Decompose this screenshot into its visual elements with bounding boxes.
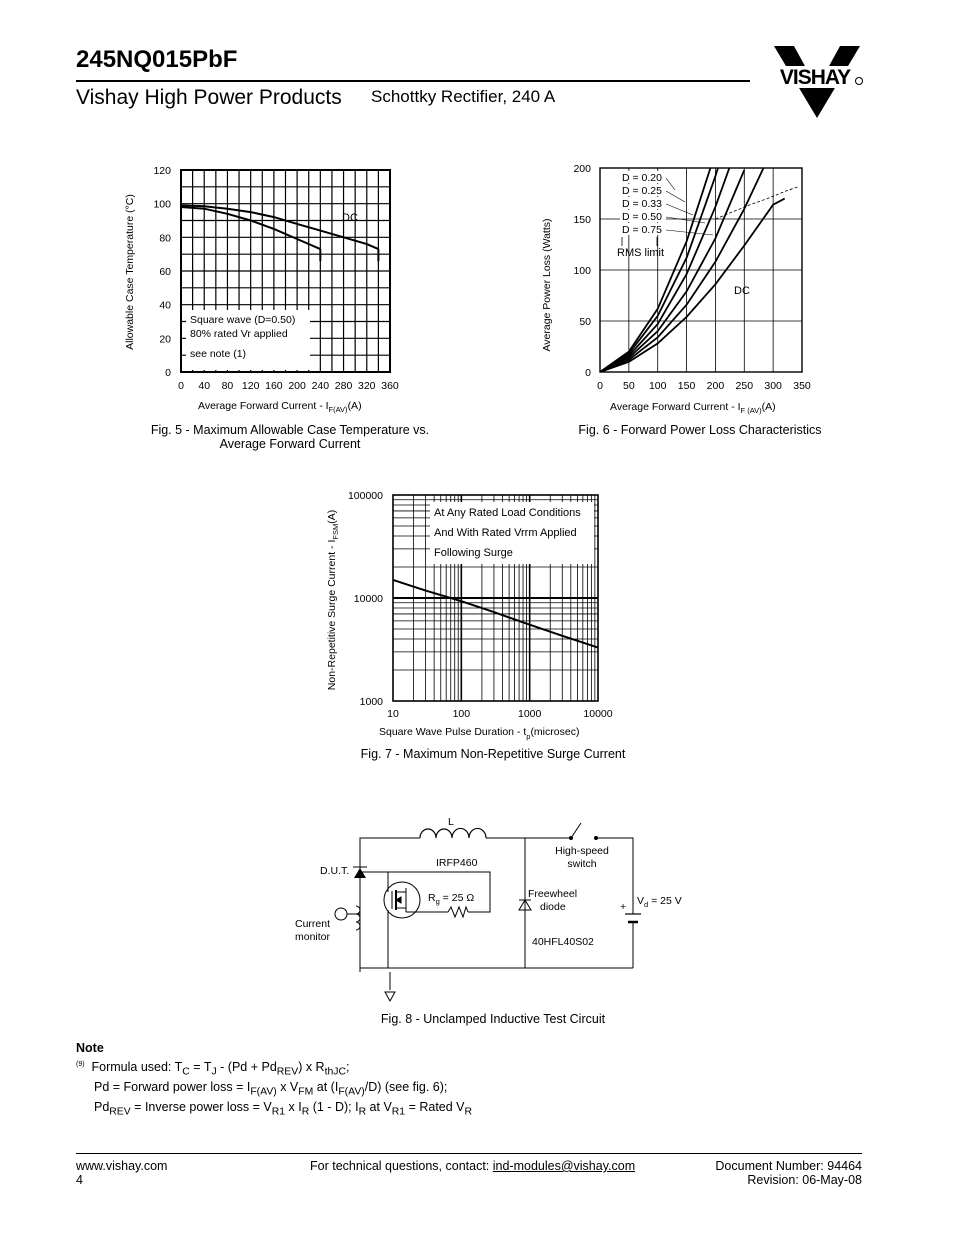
switch-label-1: High-speed: [555, 845, 609, 857]
fig6-duty-leader: [666, 204, 693, 215]
fig6-x-axis-label: Average Forward Current - $I_{F (AV)}(A)$: [610, 401, 776, 415]
fig7-y-axis-label: Non-Repetitive Surge Current - $I_{FSM}(A)$: [326, 509, 340, 691]
current-monitor-label-1: Current: [295, 918, 331, 930]
fig5-x-tick-label: 200: [288, 380, 306, 392]
switch-label-2: switch: [567, 858, 597, 870]
fig6-y-axis-label: Average Power Loss (Watts): [541, 218, 553, 352]
freewheel-label-1: Freewheel: [528, 888, 578, 900]
fig6-x-tick-label: 0: [597, 380, 603, 392]
fig5-x-tick-label: 280: [334, 380, 353, 392]
fig5-x-tick-label: 80: [221, 380, 234, 392]
header-rule: [76, 80, 750, 82]
fig6-series-rms-limit: [715, 186, 799, 219]
fig8-circuit: [290, 810, 710, 1010]
switch-icon: [570, 823, 598, 840]
diode-part-label: 40HFL40S02: [532, 936, 594, 948]
freewheel-label-2: diode: [540, 901, 566, 913]
fig7-x-tick-label: 10000: [583, 708, 613, 720]
fig6-x-ticks: [597, 380, 811, 392]
note-line-3: $Pd_{REV}$ = Inverse power loss = $V_{R1}$ x $I_R$ (1 - D); $I_R$ at $V_{R1}$ = Rated $V_R$: [94, 1099, 473, 1118]
fig5-caption: [120, 423, 460, 451]
fig6-y-tick-label: 100: [573, 265, 591, 277]
fig7-x-ticks: [387, 708, 613, 720]
fig5-x-tick-label: 320: [358, 380, 376, 392]
footer-left: [76, 1159, 167, 1187]
note-line-1: $^{(9)}$ Formula used: $T_C = T_J - (Pd + Pd_{REV})$ x $R_{thJC}$;: [76, 1059, 350, 1078]
fig5-x-tick-label: 40: [198, 380, 211, 392]
fig8-caption: Fig. 8 - Unclamped Inductive Test Circuit: [380, 1012, 606, 1026]
fig7-note-2: And With Rated Vrrm Applied: [434, 527, 577, 539]
fig6-y-tick-label: 0: [585, 367, 591, 379]
fig7-x-tick-label: 1000: [517, 708, 542, 720]
inductor-icon: [420, 828, 486, 838]
mosfet-icon: [384, 882, 420, 918]
fig5-x-tick-label: 360: [381, 380, 399, 392]
part-number: 245NQ015PbF: [76, 46, 238, 73]
fig6-x-tick-label: 300: [764, 380, 782, 392]
footer-revision: Revision: 06-May-08: [747, 1173, 862, 1187]
fig5-legend-3: see note (1): [190, 348, 247, 360]
fig6-duty-label: D = 0.25: [622, 185, 662, 197]
fig5-caption-line1: Fig. 5 - Maximum Allowable Case Temperature vs.: [150, 423, 430, 437]
fig6-chart: [535, 160, 835, 420]
fig6-duty-label: D = 0.50: [622, 211, 662, 223]
fig6-x-tick-label: 250: [735, 380, 754, 392]
battery-icon: [625, 914, 641, 922]
fig7-chart: [320, 482, 640, 744]
fig6-dc-label: DC: [734, 285, 750, 297]
fig5-legend-2: 80% rated Vr applied: [190, 328, 288, 340]
fig5-x-tick-label: 120: [241, 380, 260, 392]
fig6-y-tick-label: 50: [579, 316, 591, 328]
fig5-legend-1: Square wave (D=0.50): [190, 314, 296, 326]
rg-label: $R_g = 25$ Ω: [428, 892, 475, 906]
fig7-note-3: Following Surge: [434, 547, 513, 559]
fig7-note-1: At Any Rated Load Conditions: [434, 507, 581, 519]
fig5-y-ticks: [153, 165, 171, 379]
fig6-rms-label: RMS limit: [617, 247, 665, 259]
fig5-x-tick-label: 0: [178, 380, 184, 392]
fig5-label-dc: DC: [342, 212, 358, 224]
fig5-y-tick-label: 60: [159, 266, 171, 278]
footer-contact-email[interactable]: ind-modules@vishay.com: [492, 1159, 636, 1173]
fig5-y-tick-label: 80: [159, 232, 171, 245]
fig6-x-tick-label: 50: [623, 380, 635, 392]
fig7-y-tick-label: 1000: [359, 696, 383, 708]
resistor-icon: [448, 907, 468, 917]
fig5-y-axis-label: Allowable Case Temperature (°C): [124, 194, 136, 350]
vishay-logo: [768, 44, 866, 120]
fig6-duty-label: D = 0.20: [622, 172, 662, 184]
fig5-chart: [120, 160, 420, 420]
fig5-x-tick-label: 240: [311, 380, 330, 392]
fig5-y-tick-label: 0: [165, 367, 171, 379]
fig6-x-tick-label: 350: [793, 380, 811, 392]
footer-website[interactable]: www.vishay.com: [76, 1159, 168, 1173]
note-block: Note $^{(9)}$ Formula used: $T_C = T_J - (Pd + Pd_{REV})$ x $R_{thJC}$; Pd = Forward power loss = $I_{F(AV)}$ x $V_{FM}$ at $(I_{F(AV)}/D)$ (see fig. 6); $Pd_{REV}$ = Inverse power loss = $V_{R1}$ x $I_R$ (1 - D); $I_R$ at $V_{R1}$ = Rated $V_R$: [76, 1041, 472, 1120]
fig5-y-tick-label: 20: [159, 333, 171, 346]
fig7-x-tick-label: 10: [387, 708, 399, 720]
footer-doc-number: Document Number: 94464: [715, 1159, 862, 1173]
battery-plus-label: +: [620, 901, 627, 913]
svg-text:VISHAY: VISHAY: [779, 66, 851, 89]
footer-contact: [310, 1159, 635, 1173]
vd-label: $V_d = 25$ V: [637, 895, 682, 909]
note-line-2: Pd = Forward power loss = $I_{F(AV)}$ x $V_{FM}$ at $(I_{F(AV)}/D)$ (see fig. 6);: [94, 1079, 448, 1098]
fig6-x-tick-label: 100: [648, 380, 667, 392]
inductor-label: L: [448, 816, 454, 828]
company-name: Vishay High Power Products: [76, 86, 342, 109]
ground-icon: [385, 992, 395, 1001]
fig5-y-tick-label: 100: [153, 198, 171, 211]
fig6-caption: Fig. 6 - Forward Power Loss Characteristics: [578, 423, 822, 437]
fig6-duty-label: D = 0.33: [622, 198, 662, 210]
fig5-y-tick-label: 40: [159, 299, 171, 312]
mosfet-label: IRFP460: [436, 857, 478, 869]
fig7-y-tick-label: 100000: [347, 490, 383, 502]
dut-label: D.U.T.: [320, 865, 350, 877]
footer-contact-prefix: For technical questions, contact:: [310, 1159, 493, 1173]
current-monitor-label-2: monitor: [295, 931, 331, 943]
fig6-y-tick-label: 150: [573, 214, 591, 226]
fig5-x-axis-label: Average Forward Current - $I_{F(AV)}(A)$: [198, 400, 362, 414]
fig6-duty-leader: [666, 191, 685, 202]
document-subtitle: Schottky Rectifier, 240 A: [371, 87, 556, 106]
fig7-x-axis-label: Square Wave Pulse Duration - $t_p(microsec)$: [379, 726, 580, 741]
fig7-y-ticks: [348, 490, 383, 708]
fig6-x-tick-label: 200: [706, 380, 725, 392]
fig6-duty-label: D = 0.75: [622, 224, 662, 236]
fig5-x-tick-label: 160: [265, 380, 283, 392]
footer-page-number: 4: [76, 1173, 83, 1187]
fig7-x-tick-label: 100: [452, 708, 471, 720]
fig6-x-tick-label: 150: [677, 380, 696, 392]
fig5-caption-line2: Average Forward Current: [219, 437, 361, 451]
fig5-y-tick-label: 120: [153, 165, 171, 177]
fig6-y-tick-label: 200: [573, 163, 591, 175]
fig7-y-tick-label: 10000: [353, 593, 383, 605]
footer-rule: [76, 1153, 862, 1154]
fig5-x-ticks: [178, 380, 399, 392]
fig6-duty-leader: [666, 178, 675, 190]
fig6-y-ticks: [573, 163, 591, 379]
fig7-caption: Fig. 7 - Maximum Non-Repetitive Surge Current: [360, 747, 626, 761]
footer-right: [715, 1159, 862, 1187]
current-monitor-icon: [335, 906, 360, 930]
